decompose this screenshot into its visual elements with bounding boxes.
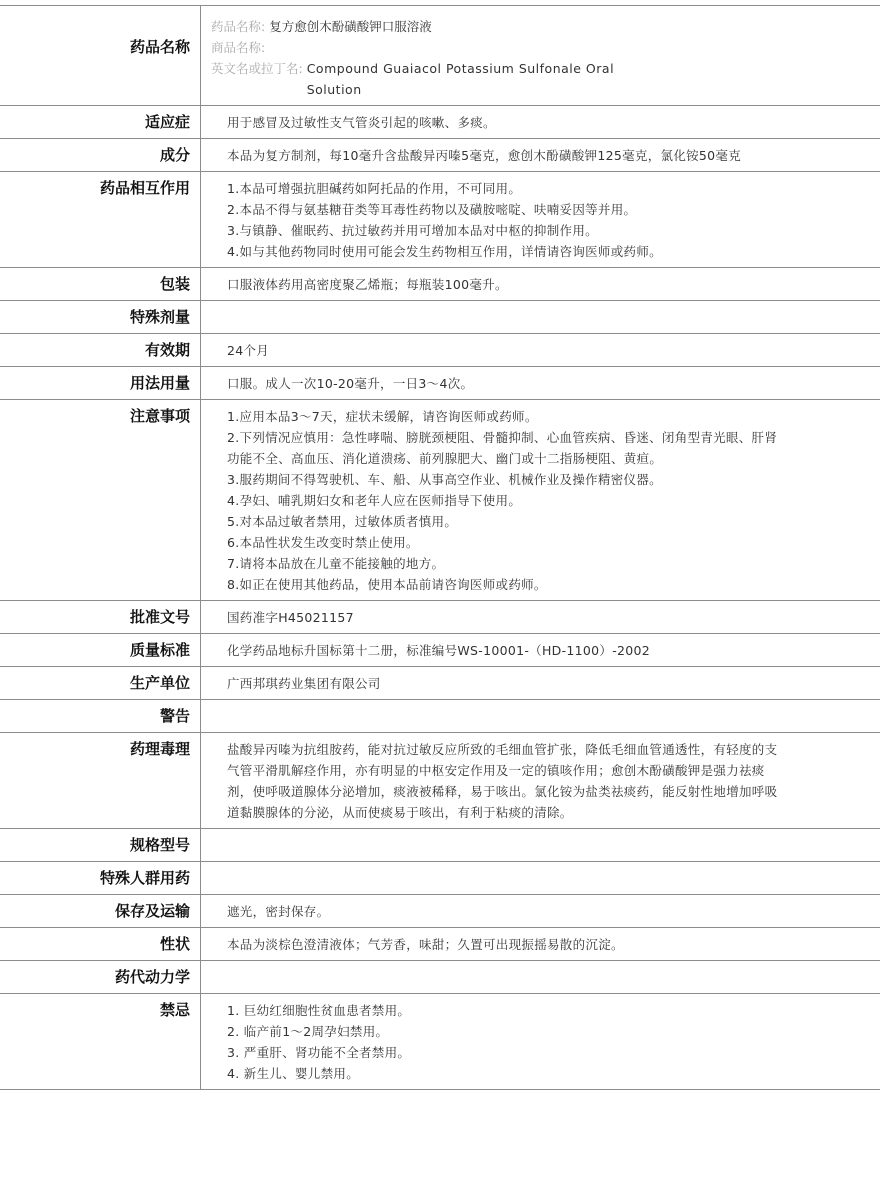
- row-label: 药品名称: [0, 6, 201, 106]
- table-row: [0, 601, 880, 634]
- row-label: 生产单位: [0, 667, 201, 700]
- value-line: 5.对本品过敏者禁用，过敏体质者慎用。: [227, 514, 458, 529]
- value-line: 3.与镇静、催眠药、抗过敏药并用可增加本品对中枢的抑制作用。: [227, 223, 598, 238]
- value-line: 广西邦琪药业集团有限公司: [227, 676, 381, 691]
- value-line: 口服。成人一次10-20毫升，一日3～4次。: [227, 376, 474, 391]
- value-line: 盐酸异丙嗪为抗组胺药，能对抗过敏反应所致的毛细血管扩张，降低毛细血管通透性，有轻度的支气管平滑肌解痉作用，亦有明显的中枢安定作用及一定的镇咳作用；愈创木酚磺酸钾是强力祛痰剂，使呼吸道腺体分泌增加，痰液被稀释，易于咳出。氯化铵为盐类祛痰药，能反射性地增加呼吸道黏膜腺体的分泌，从而使痰易于咳出，有利于粘痰的清除。: [227, 742, 778, 820]
- row-label: 成分: [0, 139, 201, 172]
- table-row: [0, 895, 880, 928]
- row-value: [201, 172, 880, 268]
- table-row: [0, 700, 880, 733]
- value-line: 遮光，密封保存。: [227, 904, 330, 919]
- row-value: [201, 895, 880, 928]
- value-line: 3. 严重肝、肾功能不全者禁用。: [227, 1045, 411, 1060]
- value-line: 本品为复方制剂，每10毫升含盐酸异丙嗪5毫克，愈创木酚磺酸钾125毫克，氯化铵50毫克: [227, 148, 742, 163]
- row-label: 性状: [0, 928, 201, 961]
- row-label: 保存及运输: [0, 895, 201, 928]
- value-line: 4.孕妇、哺乳期妇女和老年人应在医师指导下使用。: [227, 493, 522, 508]
- value-line: 2.下列情况应慎用：急性哮喘、膀胱颈梗阻、骨髓抑制、心血管疾病、昏迷、闭角型青光眼、肝肾功能不全、高血压、消化道溃疡、前列腺肥大、幽门或十二指肠梗阻、黄疸。: [227, 430, 778, 466]
- row-label: 药品相互作用: [0, 172, 201, 268]
- generic-name-label: 药品名称:: [211, 19, 266, 34]
- table-row: [0, 106, 880, 139]
- english-name-label: 英文名或拉丁名:: [211, 61, 303, 76]
- value-line: [227, 706, 789, 727]
- table-row: [0, 829, 880, 862]
- row-value: [201, 862, 880, 895]
- row-value: [201, 334, 880, 367]
- table-row: [0, 400, 880, 601]
- value-line: 4.如与其他药物同时使用可能会发生药物相互作用，详情请咨询医师或药师。: [227, 244, 662, 259]
- row-label: 特殊人群用药: [0, 862, 201, 895]
- value-line: 化学药品地标升国标第十二册，标准编号WS-10001-（HD-1100）-2002: [227, 643, 651, 658]
- value-line: 1.本品可增强抗胆碱药如阿托品的作用，不可同用。: [227, 181, 522, 196]
- table-row: [0, 961, 880, 994]
- drug-info-table: [0, 5, 880, 1090]
- row-value: [201, 601, 880, 634]
- table-row: [0, 634, 880, 667]
- row-value: [201, 700, 880, 733]
- value-line: 2. 临产前1～2周孕妇禁用。: [227, 1024, 389, 1039]
- row-value: [201, 829, 880, 862]
- value-line: 6.本品性状发生改变时禁止使用。: [227, 535, 419, 550]
- value-line: 7.请将本品放在儿童不能接触的地方。: [227, 556, 445, 571]
- row-drug-name: [0, 6, 880, 106]
- row-label: 有效期: [0, 334, 201, 367]
- row-label: 规格型号: [0, 829, 201, 862]
- value-line: 口服液体药用高密度聚乙烯瓶；每瓶装100毫升。: [227, 277, 508, 292]
- row-value: [201, 106, 880, 139]
- row-value: [201, 994, 880, 1090]
- row-label: 批准文号: [0, 601, 201, 634]
- value-line: 2.本品不得与氨基糖苷类等耳毒性药物以及磺胺嘧啶、呋喃妥因等并用。: [227, 202, 637, 217]
- row-value: [201, 928, 880, 961]
- english-name-value: Compound Guaiacol Potassium Sulfonale Oral Solution: [306, 61, 615, 97]
- value-line: [227, 868, 789, 889]
- value-line: [227, 307, 789, 328]
- value-line: 24个月: [227, 343, 270, 358]
- value-line: [227, 835, 789, 856]
- row-value: [201, 634, 880, 667]
- table-row: [0, 172, 880, 268]
- row-label: 用法用量: [0, 367, 201, 400]
- row-label: 药代动力学: [0, 961, 201, 994]
- table-row: [0, 367, 880, 400]
- table-row: [0, 994, 880, 1090]
- table-row: [0, 862, 880, 895]
- row-value: [201, 301, 880, 334]
- table-row: [0, 334, 880, 367]
- value-line: 3.服药期间不得驾驶机、车、船、从事高空作业、机械作业及操作精密仪器。: [227, 472, 662, 487]
- table-row: [0, 667, 880, 700]
- table-row: [0, 268, 880, 301]
- value-line: 8.如正在使用其他药品，使用本品前请咨询医师或药师。: [227, 577, 547, 592]
- table-row: [0, 928, 880, 961]
- value-line: 1. 巨幼红细胞性贫血患者禁用。: [227, 1003, 411, 1018]
- row-value: [201, 367, 880, 400]
- row-value: [201, 268, 880, 301]
- row-label: 注意事项: [0, 400, 201, 601]
- value-line: 本品为淡棕色澄清液体；气芳香，味甜；久置可出现振摇易散的沉淀。: [227, 937, 624, 952]
- value-line: 4. 新生儿、婴儿禁用。: [227, 1066, 359, 1081]
- value-line: 1.应用本品3～7天，症状未缓解，请咨询医师或药师。: [227, 409, 538, 424]
- value-line: [227, 967, 789, 988]
- row-value: [201, 733, 880, 829]
- value-line: 国药准字H45021157: [227, 610, 354, 625]
- trade-name-label: 商品名称:: [211, 40, 266, 55]
- row-label: 警告: [0, 700, 201, 733]
- row-label: 禁忌: [0, 994, 201, 1090]
- row-label: 特殊剂量: [0, 301, 201, 334]
- row-label: 适应症: [0, 106, 201, 139]
- row-label: 质量标准: [0, 634, 201, 667]
- table-row: [0, 139, 880, 172]
- row-value: [201, 139, 880, 172]
- row-label: 药理毒理: [0, 733, 201, 829]
- row-value: [201, 400, 880, 601]
- row-value: [201, 667, 880, 700]
- row-label: 包装: [0, 268, 201, 301]
- row-value: [201, 961, 880, 994]
- generic-name-value: 复方愈创木酚磺酸钾口服溶液: [269, 19, 432, 34]
- table-row: [0, 301, 880, 334]
- table-row: [0, 733, 880, 829]
- value-line: 用于感冒及过敏性支气管炎引起的咳嗽、多痰。: [227, 115, 496, 130]
